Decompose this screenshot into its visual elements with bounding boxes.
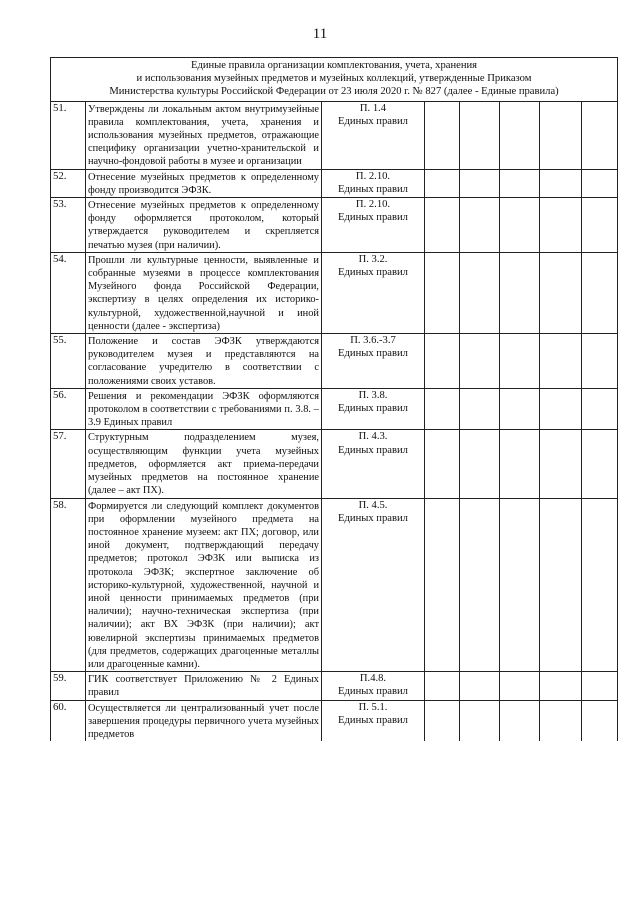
row-number: 51.	[51, 101, 86, 169]
answer-cell	[582, 252, 618, 333]
page-number: 11	[312, 26, 328, 42]
table-row	[51, 700, 618, 741]
reference-clause: П. 2.10.	[355, 170, 391, 182]
row-number: 60.	[51, 700, 86, 741]
reference-clause: П. 5.1.	[358, 701, 388, 713]
answer-cell	[582, 334, 618, 389]
row-requirement-text: Осуществляется ли централизованный учет после завершения процедуры первичного учета музейных предметов	[86, 700, 322, 741]
reference-clause: П. 1.4	[359, 102, 387, 114]
row-number: 56.	[51, 388, 86, 430]
answer-cell	[540, 169, 582, 197]
answer-cell	[460, 169, 500, 197]
reference-source: Единых правил	[338, 267, 408, 279]
answer-cell	[582, 430, 618, 498]
reference-source: Единых правил	[338, 183, 408, 195]
reference-clause: П. 2.10.	[355, 199, 391, 211]
reference-source: Единых правил	[338, 512, 408, 524]
reference-source: Единых правил	[338, 686, 408, 698]
reference-clause: П. 3.6.-3.7	[350, 335, 396, 347]
row-reference	[322, 198, 425, 253]
checklist-table	[50, 57, 618, 741]
answer-cell	[460, 101, 500, 169]
answer-cell	[540, 388, 582, 430]
answer-cell	[425, 498, 460, 672]
row-requirement-text: Отнесение музейных предметов к определенному фонду производится ЭФЗК.	[86, 169, 322, 197]
answer-cell	[425, 672, 460, 700]
answer-cell	[582, 672, 618, 700]
row-requirement-text: Структурным подразделением музея, осуществляющим функции учета музейных предметов, оформляется акт приема-передачи музейных предметов на постоянное хранение (далее – акт ПХ).	[86, 430, 322, 498]
header-line-1: Единые правила организации комплектования, учета, хранения	[190, 60, 478, 71]
answer-cell	[582, 700, 618, 741]
answer-cell	[582, 101, 618, 169]
row-requirement-text: ГИК соответствует Приложению № 2 Единых правил	[86, 672, 322, 700]
answer-cell	[460, 672, 500, 700]
answer-cell	[582, 498, 618, 672]
reference-source: Единых правил	[338, 212, 408, 224]
row-reference	[322, 672, 425, 700]
table-row	[51, 498, 618, 672]
reference-clause: П. 4.5.	[358, 499, 388, 511]
row-number: 57.	[51, 430, 86, 498]
reference-clause: П. 3.8.	[358, 389, 388, 401]
row-number: 58.	[51, 498, 86, 672]
answer-cell	[540, 101, 582, 169]
row-number: 55.	[51, 334, 86, 389]
table-row	[51, 198, 618, 253]
answer-cell	[582, 169, 618, 197]
row-requirement-text: Утверждены ли локальным актом внутримузейные правила комплектования, учета, хранения и использования музейных предметов, отражающие специфику организации учетно-хранительской и научно-фондовой работы в музее и организации	[86, 101, 322, 169]
answer-cell	[460, 430, 500, 498]
answer-cell	[460, 252, 500, 333]
row-reference	[322, 700, 425, 741]
row-reference	[322, 388, 425, 430]
answer-cell	[540, 498, 582, 672]
answer-cell	[540, 430, 582, 498]
answer-cell	[540, 672, 582, 700]
answer-cell	[500, 672, 540, 700]
row-reference	[322, 334, 425, 389]
table-row	[51, 430, 618, 498]
row-reference	[322, 498, 425, 672]
reference-source: Единых правил	[338, 444, 408, 456]
answer-cell	[460, 388, 500, 430]
reference-clause: П.4.8.	[359, 673, 387, 685]
answer-cell	[460, 334, 500, 389]
answer-cell	[425, 430, 460, 498]
row-requirement-text: Формируется ли следующий комплект документов при оформлении музейного предмета на постоянное хранение музеем: акт ПХ; договор, или иной документ, подтверждающий передачу предметов; протокол ЭФЗК или выписка из протокола ЭФЗК; экспертное заключение об историко-культурной, художественной, научной и иной ценности принимаемых предметов (при наличии); научно-техническая экспертиза (при наличии); акт ВХ ЭФЗК (при наличии); акт ювелирной экспертизы принимаемых предметов (для предметов, содержащих драгоценные металлы или драгоценные камни).	[86, 498, 322, 672]
answer-cell	[500, 198, 540, 253]
row-reference	[322, 169, 425, 197]
row-requirement-text: Решения и рекомендации ЭФЗК оформляются протоколом в соответствии с требованиями п. 3.8. – 3.9 Единых правил	[86, 388, 322, 430]
reference-source: Единых правил	[338, 348, 408, 360]
answer-cell	[425, 700, 460, 741]
answer-cell	[425, 198, 460, 253]
answer-cell	[500, 252, 540, 333]
table-row	[51, 169, 618, 197]
answer-cell	[425, 101, 460, 169]
answer-cell	[460, 198, 500, 253]
answer-cell	[425, 252, 460, 333]
table-row	[51, 334, 618, 389]
answer-cell	[582, 388, 618, 430]
answer-cell	[500, 430, 540, 498]
row-requirement-text: Прошли ли культурные ценности, выявленные и собранные музеями в процессе комплектования Музейного фонда Российской Федерации, экспертизу в целях определения их историко-культурной, художественной,научной и иной ценности (далее - экспертиза)	[86, 252, 322, 333]
answer-cell	[500, 700, 540, 741]
answer-cell	[500, 334, 540, 389]
answer-cell	[500, 101, 540, 169]
reference-clause: П. 3.2.	[358, 253, 388, 265]
answer-cell	[540, 700, 582, 741]
table-row	[51, 252, 618, 333]
reference-clause: П. 4.3.	[358, 431, 388, 443]
answer-cell	[460, 498, 500, 672]
table-row	[51, 388, 618, 430]
row-requirement-text: Положение и состав ЭФЗК утверждаются руководителем музея и представляются на согласование учредителю в соответствии с положениями своих уставов.	[86, 334, 322, 389]
answer-cell	[425, 388, 460, 430]
row-reference	[322, 430, 425, 498]
table-header	[51, 58, 618, 102]
row-number: 54.	[51, 252, 86, 333]
answer-cell	[425, 169, 460, 197]
row-number: 52.	[51, 169, 86, 197]
row-number: 59.	[51, 672, 86, 700]
header-line-3: Министерства культуры Российской Федерации от 23 июля 2020 г. № 827 (далее - Единые правила)	[109, 86, 559, 98]
answer-cell	[500, 498, 540, 672]
answer-cell	[540, 334, 582, 389]
answer-cell	[582, 198, 618, 253]
reference-source: Единых правил	[338, 115, 408, 127]
row-reference	[322, 101, 425, 169]
table-row	[51, 101, 618, 169]
table-header-row	[51, 58, 618, 102]
row-requirement-text: Отнесение музейных предметов к определенному фонду оформляется протоколом, который утверждается руководителем и скрепляется печатью музея (при наличии).	[86, 198, 322, 253]
header-line-2: и использования музейных предметов и музейных коллекций, утвержденные Приказом	[136, 73, 532, 85]
row-number: 53.	[51, 198, 86, 253]
table-row	[51, 672, 618, 700]
answer-cell	[425, 334, 460, 389]
row-reference	[322, 252, 425, 333]
answer-cell	[460, 700, 500, 741]
reference-source: Единых правил	[338, 714, 408, 726]
answer-cell	[500, 388, 540, 430]
answer-cell	[540, 252, 582, 333]
answer-cell	[540, 198, 582, 253]
reference-source: Единых правил	[338, 403, 408, 415]
answer-cell	[500, 169, 540, 197]
